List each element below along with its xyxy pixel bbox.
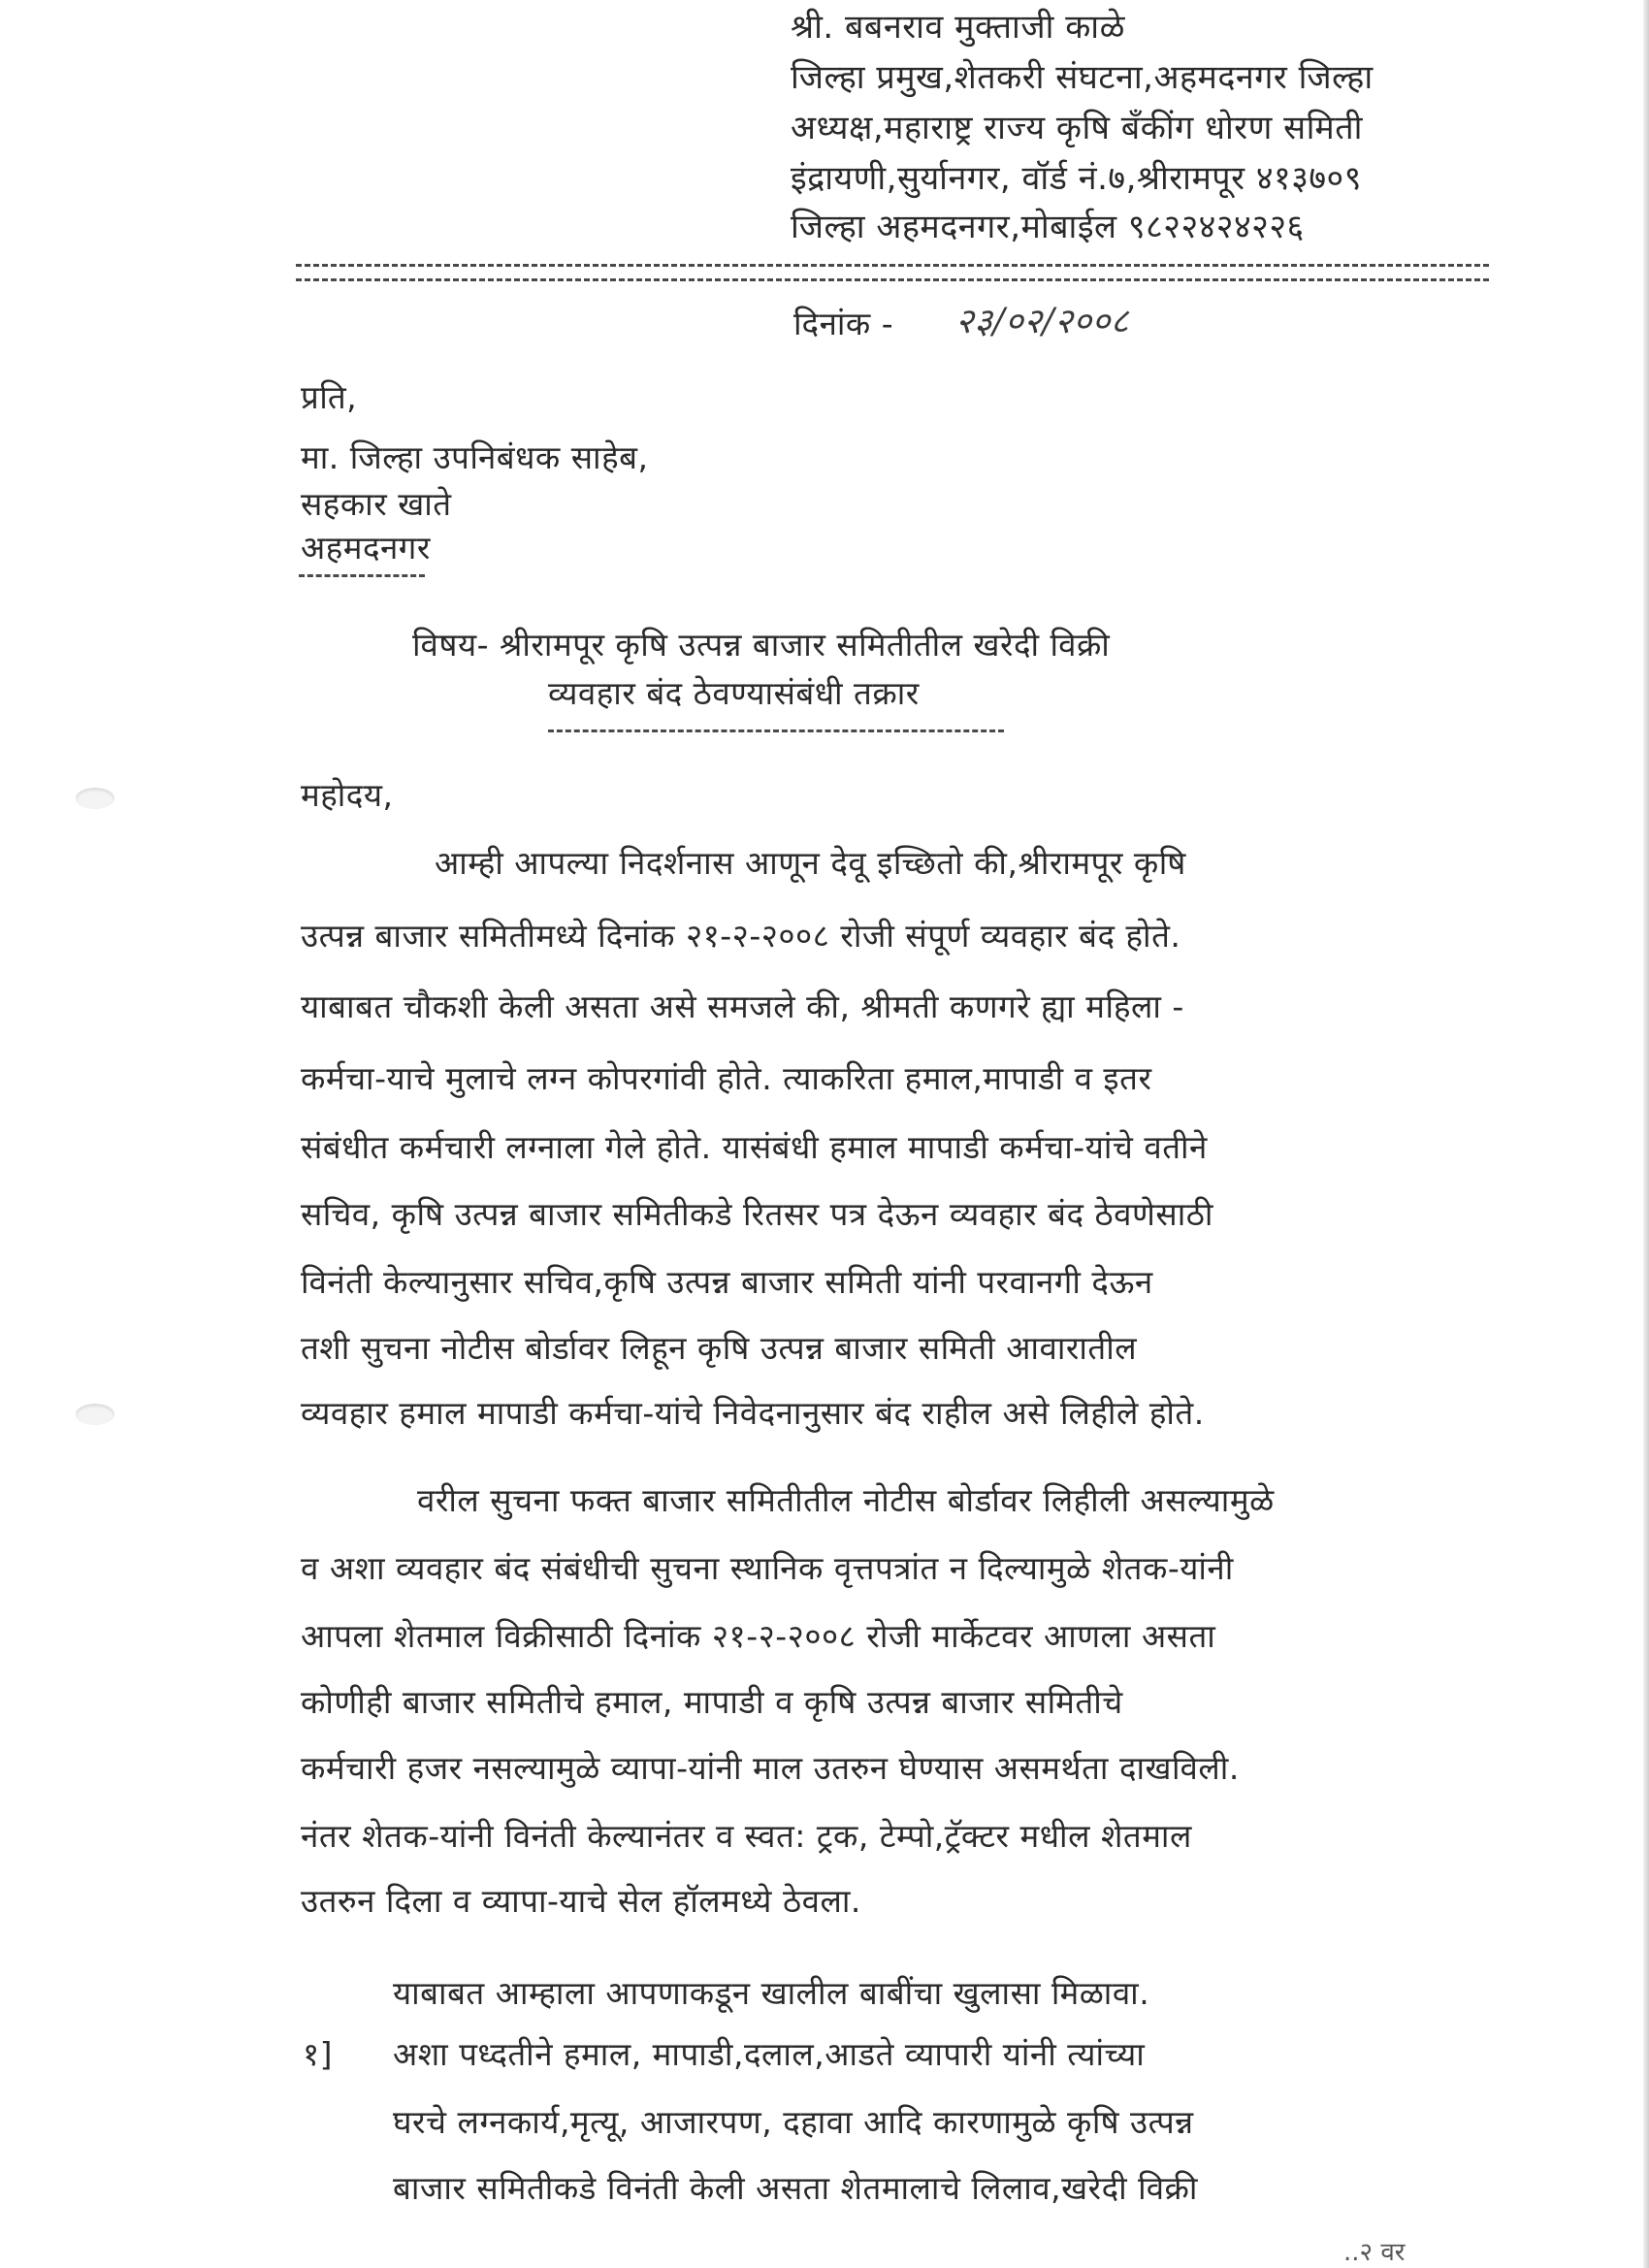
header-separator bbox=[296, 264, 1489, 281]
paragraph-line: याबाबत आम्हाला आपणाकडून खालील बाबींचा खुलासा मिळावा. bbox=[393, 1974, 1150, 2012]
sender-address: जिल्हा अहमदनगर,मोबाईल ९८२२४२४२२६ bbox=[791, 208, 1305, 246]
paragraph-line: संबंधीत कर्मचारी लग्नाला गेले होते. यासंबंधी हमाल मापाडी कर्मचा-यांचे वतीने bbox=[301, 1128, 1208, 1166]
subject-line: व्यवहार बंद ठेवण्यासंबंधी तक्रार bbox=[548, 674, 920, 712]
subject-underline bbox=[548, 729, 1004, 732]
paragraph-line: नंतर शेतक-यांनी विनंती केल्यानंतर व स्वत: ट्रक, टेम्पो,ट्रॅक्टर मधील शेतमाल bbox=[301, 1817, 1192, 1855]
paragraph-line: तशी सुचना नोटीस बोर्डावर लिहून कृषि उत्पन्न बाजार समिती आवारातील bbox=[301, 1329, 1138, 1367]
recipient-underline bbox=[299, 574, 425, 577]
list-item-line: अशा पध्दतीने हमाल, मापाडी,दलाल,आडते व्यापारी यांनी त्यांच्या bbox=[393, 2035, 1146, 2073]
paragraph-line: विनंती केल्यानुसार सचिव,कृषि उत्पन्न बाजार समिती यांनी परवानगी देऊन bbox=[301, 1263, 1153, 1301]
paragraph-line: कर्मचा-याचे मुलाचे लग्न कोपरगांवी होते. त्याकरिता हमाल,मापाडी व इतर bbox=[301, 1059, 1152, 1097]
recipient-prefix: प्रति, bbox=[301, 378, 358, 416]
punch-hole bbox=[76, 788, 114, 809]
list-item-number: १] bbox=[303, 2035, 334, 2073]
paragraph-line: व्यवहार हमाल मापाडी कर्मचा-यांचे निवेदनानुसार बंद राहील असे लिहीले होते. bbox=[301, 1394, 1205, 1432]
paragraph-line: कर्मचारी हजर नसल्यामुळे व्यापा-यांनी माल उतरुन घेण्यास असमर्थता दाखविली. bbox=[301, 1749, 1240, 1787]
paragraph-line: सचिव, कृषि उत्पन्न बाजार समितीकडे रितसर पत्र देऊन व्यवहार बंद ठेवणेसाठी bbox=[301, 1195, 1213, 1233]
paragraph-line: उत्पन्न बाजार समितीमध्ये दिनांक २१-२-२००८ रोजी संपूर्ण व्यवहार बंद होते. bbox=[301, 917, 1181, 955]
paragraph-line: आम्ही आपल्या निदर्शनास आणून देवू इच्छितो की,श्रीरामपूर कृषि bbox=[435, 844, 1186, 882]
recipient-line: अहमदनगर bbox=[301, 529, 431, 567]
recipient-line: सहकार खाते bbox=[301, 485, 452, 523]
paragraph-line: वरील सुचना फक्त बाजार समितीतील नोटीस बोर्डावर लिहीली असल्यामुळे bbox=[417, 1481, 1275, 1519]
paragraph-line: व अशा व्यवहार बंद संबंधीची सुचना स्थानिक वृत्तपत्रांत न दिल्यामुळे शेतक-यांनी bbox=[301, 1549, 1234, 1587]
sender-designation: अध्यक्ष,महाराष्ट्र राज्य कृषि बँकींग धोरण समिती bbox=[791, 109, 1363, 147]
date-value: २३/०२/२००८ bbox=[955, 302, 1130, 341]
sender-designation: जिल्हा प्रमुख,शेतकरी संघटना,अहमदनगर जिल्हा bbox=[791, 58, 1374, 97]
paragraph-line: याबाबत चौकशी केली असता असे समजले की, श्रीमती कणगरे ह्या महिला - bbox=[301, 988, 1184, 1025]
salutation: महोदय, bbox=[301, 776, 394, 814]
recipient-line: मा. जिल्हा उपनिबंधक साहेब, bbox=[301, 438, 649, 476]
list-item-line: बाजार समितीकडे विनंती केली असता शेतमालाचे लिलाव,खरेदी विक्री bbox=[393, 2169, 1198, 2207]
page-edge-shadow bbox=[1643, 0, 1649, 2268]
sender-name: श्री. बबनराव मुक्ताजी काळे bbox=[791, 8, 1125, 47]
punch-hole bbox=[76, 1404, 114, 1425]
sender-address: इंद्रायणी,सुर्यानगर, वॉर्ड नं.७,श्रीरामपूर ४१३७०९ bbox=[791, 159, 1362, 198]
list-item-line: घरचे लग्नकार्य,मृत्यू, आजारपण, दहावा आदि कारणामुळे कृषि उत्पन्न bbox=[393, 2103, 1194, 2141]
paragraph-line: कोणीही बाजार समितीचे हमाल, मापाडी व कृषि उत्पन्न बाजार समितीचे bbox=[301, 1683, 1123, 1721]
paragraph-line: उतरुन दिला व व्यापा-याचे सेल हॉलमध्ये ठेवला. bbox=[301, 1882, 861, 1920]
subject-line: विषय- श्रीरामपूर कृषि उत्पन्न बाजार समितीतील खरेदी विक्री bbox=[412, 626, 1111, 664]
paragraph-line: आपला शेतमाल विक्रीसाठी दिनांक २१-२-२००८ रोजी मार्केटवर आणला असता bbox=[301, 1617, 1216, 1655]
date-label: दिनांक - bbox=[793, 305, 894, 342]
page-continuation-note: ..२ वर bbox=[1343, 2238, 1406, 2267]
